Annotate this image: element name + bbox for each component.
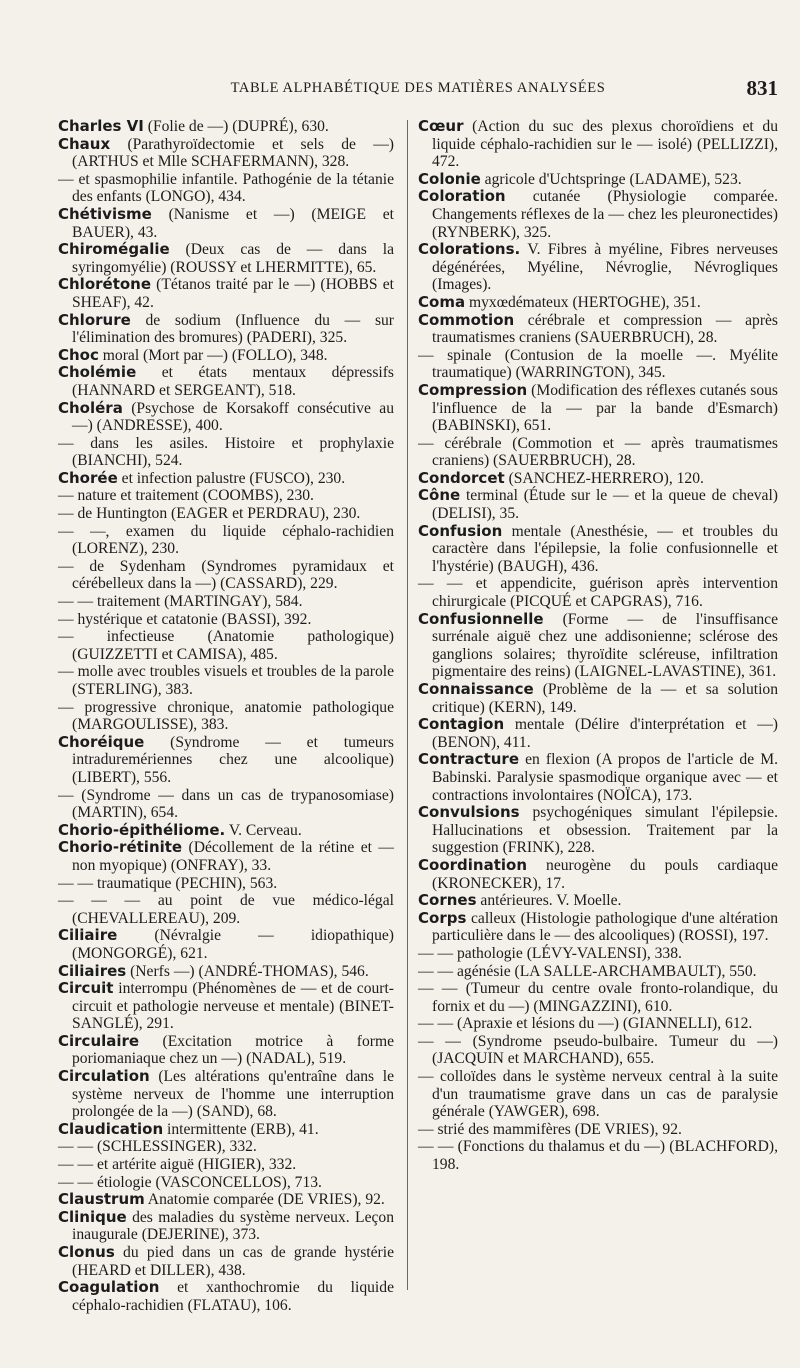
entry-text: cérébrale et compression — après traumatismes craniens (SAUERBRUCH), 28. bbox=[432, 311, 782, 347]
entry-text: mentale (Anesthésie, — et troubles du caractère dans l'épilepsie, la folie confusionnelle et l'hystérie) (BAUGH), 436. bbox=[432, 522, 782, 575]
entry-text: — molle avec troubles visuels et troubles de la parole (STERLING), 383. bbox=[58, 663, 398, 698]
entry-text: — strié des mammifères (DE VRIES), 92. bbox=[418, 1120, 682, 1138]
page-header bbox=[58, 76, 778, 104]
index-entry bbox=[58, 1067, 398, 1121]
entry-text: — progressive chronique, anatomie pathologique (MARGOULISSE), 383. bbox=[58, 698, 398, 734]
entry-heading: Circulaire bbox=[58, 1031, 140, 1050]
entry-heading: Chorio-épithéliome. bbox=[58, 820, 226, 839]
entry-heading: Coloration bbox=[418, 187, 506, 206]
index-entry bbox=[418, 575, 782, 611]
index-entry bbox=[418, 945, 778, 963]
index-entry bbox=[58, 875, 394, 893]
entry-heading: Colonie bbox=[418, 169, 481, 188]
index-entry bbox=[418, 470, 778, 488]
index-entry bbox=[58, 732, 398, 787]
entry-text: — de Huntington (EAGER et PERDRAU), 230. bbox=[58, 505, 361, 523]
entry-text: — et spasmophilie infantile. Pathogénie de la tétanie des enfants (LONGO), 434. bbox=[58, 170, 398, 206]
entry-heading: Circuit bbox=[58, 979, 114, 998]
entry-text: — — étiologie (VASCONCELLOS), 713. bbox=[58, 1173, 322, 1191]
column-divider bbox=[407, 120, 408, 1290]
index-entry bbox=[58, 1243, 398, 1279]
index-entry bbox=[418, 521, 782, 576]
entry-heading: Cône bbox=[418, 486, 461, 505]
entry-text: — spinale (Contusion de la moelle —. Myélite traumatique) (WARRINGTON), 345. bbox=[418, 346, 782, 382]
entry-heading: Chétivisme bbox=[58, 204, 152, 223]
entry-text: (Forme — de l'insuffisance surrénale aiguë chez une addisonienne; sclérose des ganglions solaires; thyroïdite scléreuse, infiltration pigmentaire des reins) (LAIGNEL-LAVASTINE), 361. bbox=[432, 610, 782, 681]
index-entry bbox=[58, 240, 398, 276]
entry-text: — — pathologie (LÉVY-VALENSI), 338. bbox=[418, 944, 682, 962]
index-entry bbox=[58, 1156, 394, 1174]
entry-text: mentale (Délire d'interprétation et —) (BENON), 411. bbox=[432, 716, 782, 751]
index-entry bbox=[58, 204, 398, 241]
index-entry bbox=[58, 1207, 398, 1244]
entry-heading: Clinique bbox=[58, 1207, 127, 1226]
index-entry bbox=[58, 347, 394, 365]
index-entry bbox=[418, 715, 782, 751]
index-entry bbox=[418, 1032, 782, 1068]
index-entry bbox=[58, 310, 398, 347]
entry-heading: Corps bbox=[418, 908, 467, 927]
index-entry bbox=[58, 170, 398, 206]
entry-text: (Parathyroïdectomie et sels de —) (ARTHUS et Mlle SCHAFERMANN), 328. bbox=[72, 135, 398, 171]
entry-heading: Compression bbox=[418, 380, 528, 399]
index-entry bbox=[58, 593, 394, 611]
entry-text: — —, examen du liquide céphalo-rachidien (LORENZ), 230. bbox=[58, 522, 398, 558]
entry-heading: Contagion bbox=[418, 715, 505, 734]
index-entry bbox=[58, 434, 398, 470]
entry-text: — — (Fonctions du thalamus et du —) (BLACHFORD), 198. bbox=[418, 1138, 782, 1174]
index-column-right bbox=[418, 117, 782, 1174]
entry-heading: Chiromégalie bbox=[58, 240, 170, 259]
running-title: TABLE ALPHABÉTIQUE DES MATIÈRES ANALYSÉES bbox=[230, 80, 606, 96]
index-entry bbox=[58, 1031, 398, 1068]
entry-heading: Choréique bbox=[58, 732, 145, 751]
entry-text: — — — au point de vue médico-légal (CHEVALLEREAU), 209. bbox=[58, 892, 398, 927]
entry-heading: Choléra bbox=[58, 398, 123, 417]
index-entry bbox=[58, 118, 394, 136]
entry-text: agricole d'Uchtspringe (LADAME), 523. bbox=[480, 170, 742, 188]
entry-heading: Cholémie bbox=[58, 363, 137, 382]
entry-text: (Modification des réflexes cutanés sous l'influence de la — par la bande d'Esmarch) (BABINSKI), 651. bbox=[432, 381, 782, 435]
index-entry bbox=[58, 1278, 398, 1314]
index-entry bbox=[418, 434, 782, 470]
entry-heading: Claustrum bbox=[58, 1190, 145, 1209]
index-entry bbox=[418, 486, 782, 523]
entry-text: neurogène du pouls cardiaque (KRONECKER), 17. bbox=[432, 856, 782, 892]
index-entry bbox=[418, 117, 782, 171]
entry-text: myxœdémateux (HERTOGHE), 351. bbox=[465, 293, 701, 311]
entry-heading: Cornes bbox=[418, 891, 477, 910]
index-entry bbox=[58, 838, 398, 874]
entry-text: — — et appendicite, guérison après intervention chirurgicale (PICQUÉ et CAPGRAS), 716. bbox=[418, 575, 782, 611]
entry-text: Anatomie comparée (DE VRIES), 92. bbox=[144, 1191, 385, 1209]
index-entry bbox=[58, 926, 398, 962]
entry-heading: Contracture bbox=[418, 750, 519, 769]
entry-text: — colloïdes dans le système nerveux central à la suite d'un traumatisme grave dans un cas de paralysie générale (YAWGER), 698. bbox=[418, 1068, 782, 1121]
index-entry bbox=[58, 1121, 394, 1139]
index-entry bbox=[418, 680, 782, 716]
index-entry bbox=[58, 980, 394, 1033]
page-number: 831 bbox=[746, 76, 778, 100]
entry-text: (Décollement de la rétine et — non myopique) (ONFRAY), 33. bbox=[72, 839, 398, 874]
entry-heading: Clonus bbox=[58, 1243, 115, 1261]
entry-heading: Choc bbox=[58, 345, 99, 364]
entry-heading: Convulsions bbox=[418, 803, 520, 822]
index-entry bbox=[58, 1174, 394, 1192]
entry-text: — infectieuse (Anatomie pathologique) (GUIZZETTI et CAMISA), 485. bbox=[58, 628, 398, 663]
index-entry bbox=[58, 398, 398, 435]
entry-text: — — (Apraxie et lésions du —) (GIANNELLI), 612. bbox=[418, 1015, 753, 1033]
index-entry bbox=[58, 786, 398, 822]
index-entry bbox=[418, 803, 782, 857]
entry-text: moral (Mort par —) (FOLLO), 348. bbox=[98, 346, 328, 364]
index-entry bbox=[418, 1138, 782, 1174]
entry-text: — hystérique et catatonie (BASSI), 392. bbox=[58, 610, 312, 628]
index-entry bbox=[418, 1015, 778, 1033]
index-entry bbox=[58, 663, 398, 698]
entry-text: cutanée (Physiologie comparée. Changements réflexes de la — chez les pleuronectides) (RYNBERK), 325. bbox=[432, 188, 782, 241]
entry-text: — (Syndrome — dans un cas de trypanosomiase) (MARTIN), 654. bbox=[58, 786, 398, 822]
index-entry bbox=[58, 487, 394, 505]
entry-heading: Coordination bbox=[418, 855, 527, 874]
entry-text: (Syndrome — et tumeurs intraduremériennes chez une alcoolique) (LIBERT), 556. bbox=[72, 733, 398, 786]
entry-text: (Deux cas de — dans la syringomyélie) (ROUSSY et LHERMITTE), 65. bbox=[72, 241, 398, 276]
index-entry bbox=[58, 1138, 394, 1156]
index-entry bbox=[58, 628, 398, 663]
entry-text: (Problème de la — et sa solution critique) (KERN), 149. bbox=[432, 681, 782, 716]
index-entry bbox=[418, 380, 782, 435]
entry-text: (Les altérations qu'entraîne dans le système nerveux de l'homme une interruption prolongée de la —) (SAND), 68. bbox=[72, 1068, 398, 1121]
entry-heading: Chlorétone bbox=[58, 275, 152, 294]
index-column-left bbox=[58, 117, 398, 1314]
entry-text: antérieures. V. Moelle. bbox=[476, 892, 622, 910]
entry-text: psychogéniques simulant l'épilepsie. Hallucinations et obsession. Traitement par la suggestion (FRINK), 228. bbox=[432, 804, 782, 857]
entry-text: et xanthochromie du liquide céphalo-rachidien (FLATAU), 106. bbox=[72, 1279, 398, 1314]
index-entry bbox=[58, 963, 394, 981]
entry-text: — — traitement (MARTINGAY), 584. bbox=[58, 593, 303, 611]
entry-text: — nature et traitement (COOMBS), 230. bbox=[58, 487, 314, 505]
entry-text: et infection palustre (FUSCO), 230. bbox=[117, 469, 346, 487]
index-entry bbox=[418, 855, 782, 892]
entry-heading: Colorations. bbox=[418, 240, 521, 259]
entry-heading: Chaux bbox=[58, 134, 111, 153]
entry-text: — — (Syndrome pseudo-bulbaire. Tumeur du —) (JACQUIN et MARCHAND), 655. bbox=[418, 1032, 782, 1068]
entry-text: du pied dans un cas de grande hystérie (HEARD et DILLER), 438. bbox=[72, 1244, 398, 1279]
entry-heading: Connaissance bbox=[418, 680, 534, 698]
index-entry bbox=[418, 963, 778, 981]
entry-text: en flexion (A propos de l'article de M. Babinski. Paralysie spasmodique organique avec — et contractions involontaires (NOÏCA), 173. bbox=[432, 751, 782, 804]
entry-heading: Commotion bbox=[418, 310, 515, 329]
entry-text: V. Cerveau. bbox=[225, 821, 302, 839]
entry-text: calleux (Histologie pathologique d'une altération particulière dans le — des alcooliques) (ROSSI), 197. bbox=[432, 909, 782, 945]
entry-heading: Coma bbox=[418, 292, 466, 311]
entry-text: V. Fibres à myéline, Fibres nerveuses dégénérées, Myéline, Névroglie, Névrogliques (Images). bbox=[432, 241, 782, 294]
entry-text: des maladies du système nerveux. Leçon inaugurale (DEJERINE), 373. bbox=[72, 1208, 398, 1244]
index-entry bbox=[58, 557, 398, 593]
index-entry bbox=[418, 310, 782, 347]
entry-text: — — (SCHLESSINGER), 332. bbox=[58, 1138, 257, 1156]
index-entry bbox=[418, 980, 782, 1015]
index-entry bbox=[58, 698, 398, 734]
entry-text: (SANCHEZ-HERRERO), 120. bbox=[504, 469, 704, 487]
entry-heading: Circulation bbox=[58, 1067, 150, 1086]
entry-text: — — traumatique (PECHIN), 563. bbox=[58, 874, 278, 892]
index-entry bbox=[418, 1068, 782, 1121]
index-entry bbox=[418, 346, 782, 382]
entry-text: intermittente (ERB), 41. bbox=[163, 1120, 319, 1138]
entry-text: — de Sydenham (Syndromes pyramidaux et cérébelleux dans la —) (CASSARD), 229. bbox=[58, 557, 398, 593]
entry-text: — — agénésie (LA SALLE-ARCHAMBAULT), 550. bbox=[418, 962, 757, 980]
entry-text: et états mentaux dépressifs (HANNARD et SERGEANT), 518. bbox=[72, 364, 398, 399]
index-entry bbox=[58, 892, 398, 927]
index-entry bbox=[58, 470, 394, 488]
entry-text: (Névralgie — idiopathique) (MONGORGÉ), 621. bbox=[72, 927, 398, 962]
entry-heading: Claudication bbox=[58, 1119, 164, 1138]
entry-heading: Confusionnelle bbox=[418, 609, 544, 628]
entry-text: (Nerfs —) (ANDRÉ-THOMAS), 546. bbox=[126, 962, 369, 980]
index-entry bbox=[418, 750, 782, 804]
entry-heading: Coagulation bbox=[58, 1278, 160, 1297]
entry-heading: Ciliaire bbox=[58, 926, 118, 945]
entry-text: — dans les asiles. Histoire et prophylaxie (BIANCHI), 524. bbox=[58, 434, 398, 470]
entry-heading: Charles VI bbox=[58, 117, 144, 135]
entry-text: — — et artérite aiguë (HIGIER), 332. bbox=[58, 1156, 297, 1174]
entry-text: (Excitation motrice à forme poriomaniaque chez un —) (NADAL), 519. bbox=[72, 1032, 398, 1068]
entry-heading: Chorée bbox=[58, 468, 118, 487]
index-entry bbox=[418, 187, 782, 241]
index-entry bbox=[58, 822, 394, 840]
entry-text: — — (Tumeur du centre ovale fronto-rolandique, du fornix et du —) (MINGAZZINI), 610. bbox=[418, 980, 782, 1015]
entry-text: (Nanisme et —) (MEIGE et BAUER), 43. bbox=[72, 205, 398, 241]
entry-text: (Action du suc des plexus choroïdiens et du liquide céphalo-rachidien sur le — isolé) (PELLIZZI), 472. bbox=[432, 118, 782, 171]
index-entry bbox=[418, 240, 782, 294]
index-entry bbox=[418, 1121, 778, 1139]
index-entry bbox=[58, 134, 398, 171]
index-entry bbox=[418, 171, 778, 189]
index-entry bbox=[58, 505, 394, 523]
entry-heading: Condorcet bbox=[418, 468, 505, 487]
index-entry bbox=[418, 892, 778, 910]
entry-text: (Psychose de Korsakoff consécutive au —) (ANDRESSE), 400. bbox=[72, 399, 398, 435]
index-entry bbox=[418, 294, 778, 312]
entry-text: de sodium (Influence du — sur l'élimination des bromures) (PADERI), 325. bbox=[72, 311, 398, 347]
index-entry bbox=[418, 609, 782, 681]
entry-text: terminal (Étude sur le — et la queue de cheval) (DELISI), 35. bbox=[432, 487, 782, 523]
entry-heading: Chlorure bbox=[58, 310, 131, 329]
index-entry bbox=[418, 908, 782, 945]
entry-text: (Tétanos traité par le —) (HOBBS et SHEAF), 42. bbox=[72, 276, 398, 311]
index-entry bbox=[58, 522, 398, 558]
entry-heading: Chorio-rétinite bbox=[58, 838, 183, 857]
index-entry bbox=[58, 1191, 394, 1209]
index-entry bbox=[58, 611, 394, 629]
entry-text: — cérébrale (Commotion et — après traumatismes craniens) (SAUERBRUCH), 28. bbox=[418, 434, 782, 470]
entry-text: (Folie de —) (DUPRÉ), 630. bbox=[143, 118, 329, 135]
entry-heading: Confusion bbox=[418, 521, 503, 540]
index-entry bbox=[58, 275, 398, 311]
entry-text: interrompu (Phénomènes de — et de court-circuit et pathologie nerveuse et mentale) (BINET-SANGLÉ), 291. bbox=[72, 980, 394, 1033]
entry-heading: Cœur bbox=[418, 117, 464, 135]
index-entry bbox=[58, 363, 398, 399]
entry-heading: Ciliaires bbox=[58, 961, 127, 980]
